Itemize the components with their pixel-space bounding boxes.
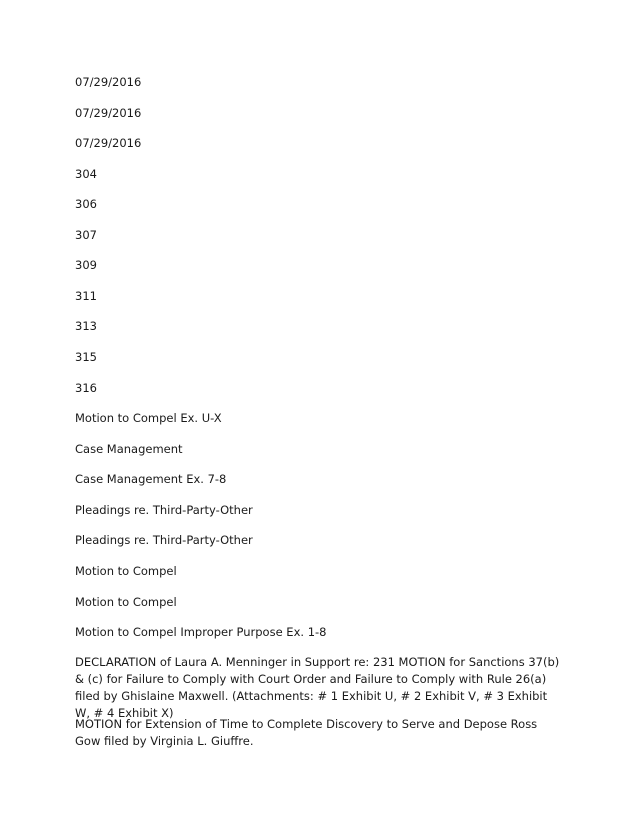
description-line: Motion to Compel — [75, 595, 177, 609]
motion-paragraph: MOTION for Extension of Time to Complete Discovery to Serve and Depose Ross Gow filed by Virginia L. Giuffre. — [75, 717, 538, 748]
date-line: 07/29/2016 — [75, 75, 142, 89]
docket-number: 304 — [75, 167, 97, 181]
description-line: Motion to Compel Improper Purpose Ex. 1-8 — [75, 625, 327, 639]
description-line: Motion to Compel Ex. U-X — [75, 411, 222, 425]
docket-number: 309 — [75, 258, 97, 272]
date-line: 07/29/2016 — [75, 136, 142, 150]
docket-number: 315 — [75, 350, 97, 364]
description-line: Motion to Compel — [75, 564, 177, 578]
date-line: 07/29/2016 — [75, 106, 142, 120]
docket-number: 313 — [75, 319, 97, 333]
description-line: Pleadings re. Third-Party-Other — [75, 503, 253, 517]
docket-number: 316 — [75, 381, 97, 395]
docket-number: 307 — [75, 228, 97, 242]
docket-number: 306 — [75, 197, 97, 211]
description-line: Case Management — [75, 442, 183, 456]
description-line: Pleadings re. Third-Party-Other — [75, 533, 253, 547]
docket-number: 311 — [75, 289, 97, 303]
declaration-paragraph: DECLARATION of Laura A. Menninger in Support re: 231 MOTION for Sanctions 37(b) & (c) for Failure to Comply with Court Order and Failure to Comply with Rule 26(a) filed by Ghislaine Maxwell. (Attachments: # 1 Exhibit U, # 2 Exhibit V, # 3 Exhibit W, # 4 Exhibit X) — [75, 655, 560, 720]
description-line: Case Management Ex. 7-8 — [75, 472, 227, 486]
